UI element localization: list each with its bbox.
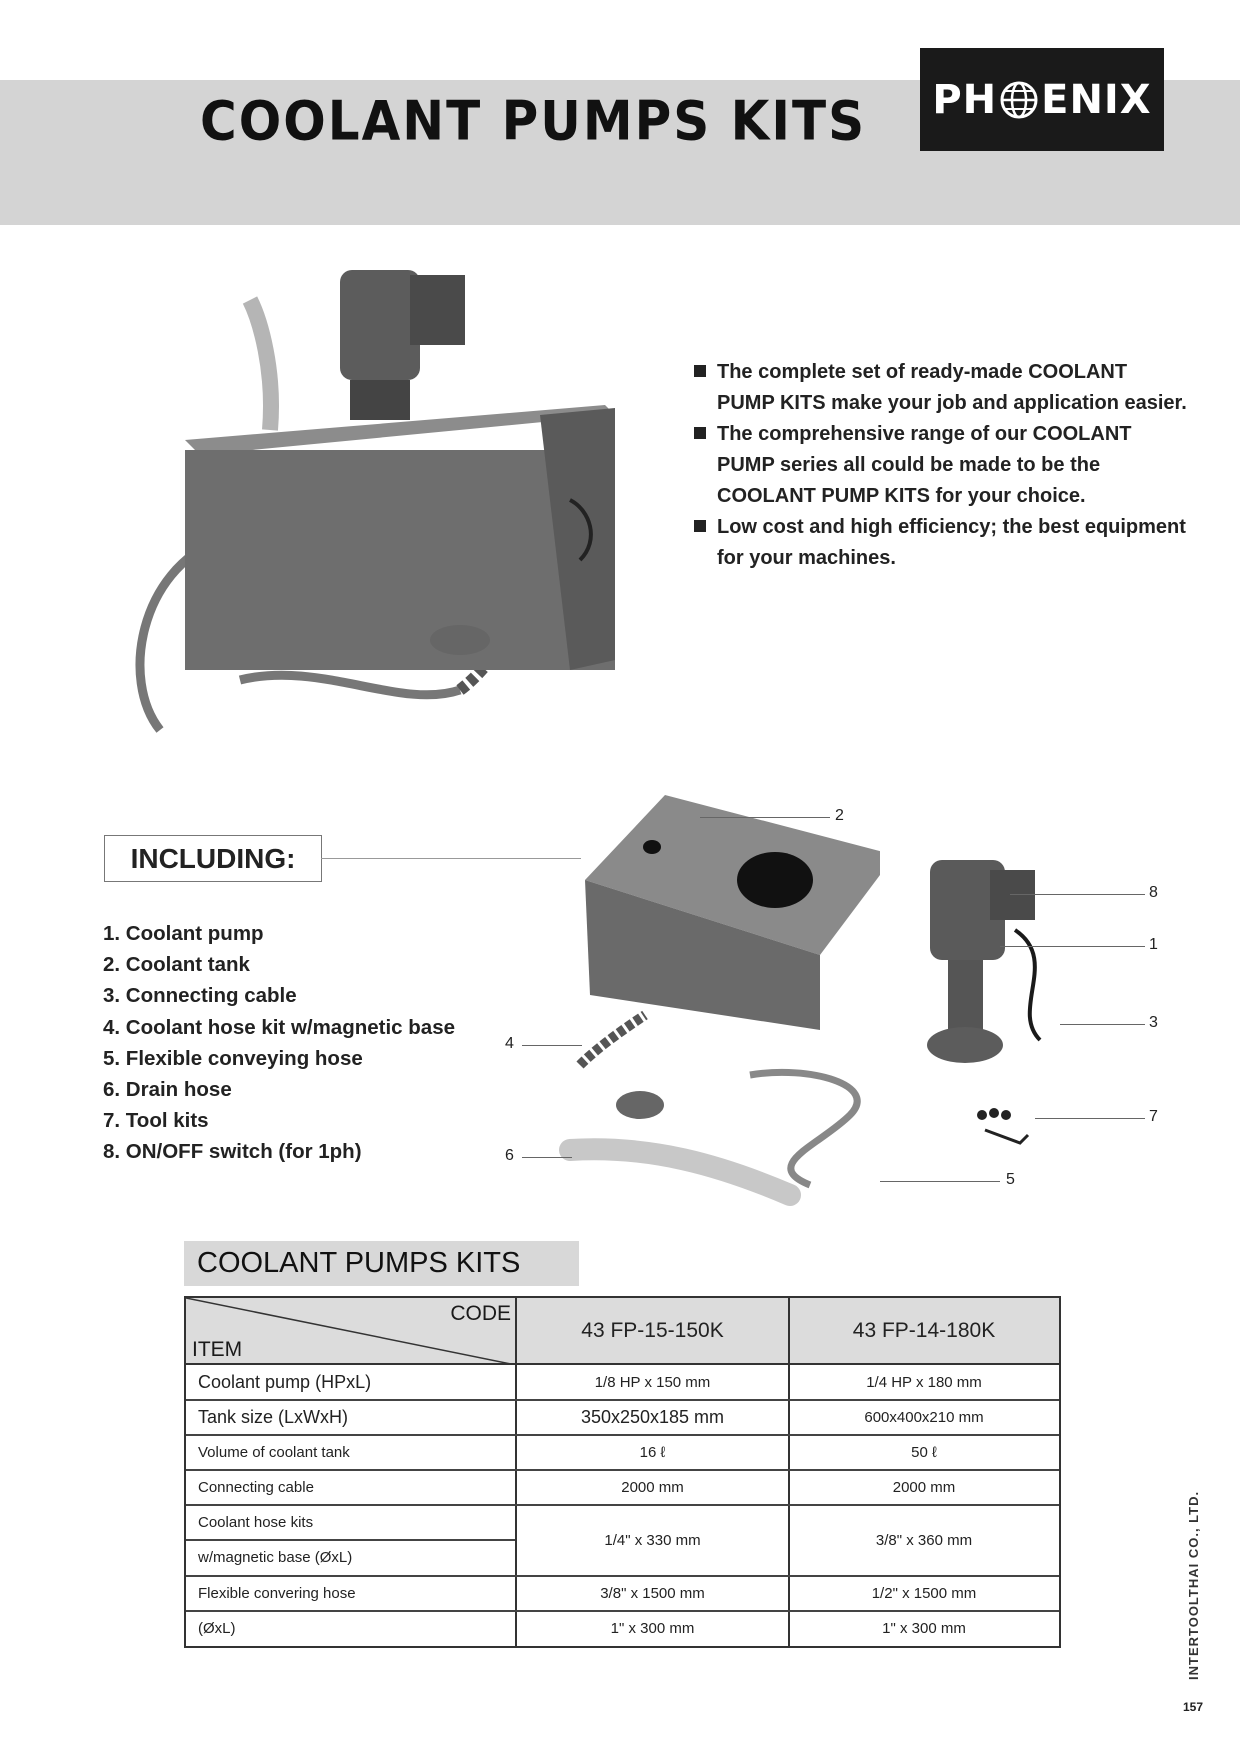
callout-8: 8 xyxy=(1149,884,1158,901)
logo-text-left: PH xyxy=(932,76,998,123)
table-row-label: w/magnetic base (ØxL) xyxy=(198,1548,353,1566)
table-cell: 1" x 300 mm xyxy=(882,1619,966,1637)
table-cell: 600x400x210 mm xyxy=(864,1408,984,1426)
table-cell: 1" x 300 mm xyxy=(610,1619,695,1637)
list-item: 2. Coolant tank xyxy=(103,953,250,977)
list-item: 4. Coolant hose kit w/magnetic base xyxy=(103,1015,456,1039)
list-item: 6. Drain hose xyxy=(103,1078,232,1102)
table-cell: 3/8" x 360 mm xyxy=(875,1531,973,1549)
table-cell: 1/8 HP x 150 mm xyxy=(594,1373,711,1391)
including-divider xyxy=(321,858,581,859)
callout-line xyxy=(1000,946,1145,947)
including-heading: INCLUDING: xyxy=(104,835,322,882)
callout-6: 6 xyxy=(505,1147,514,1164)
callout-line xyxy=(700,817,830,818)
callout-4: 4 xyxy=(505,1035,514,1052)
feature-list xyxy=(690,357,1190,574)
list-item: 5. Flexible conveying hose xyxy=(103,1046,363,1070)
list-item: 3. Connecting cable xyxy=(103,984,297,1008)
table-row-label: Flexible convering hose xyxy=(198,1584,356,1602)
list-item: 8. ON/OFF switch (for 1ph) xyxy=(103,1140,362,1164)
header-item: ITEM xyxy=(192,1338,243,1361)
table-row-label: Coolant hose kits xyxy=(198,1513,314,1531)
table-cell: 350x250x185 mm xyxy=(580,1406,725,1427)
table-title: COOLANT PUMPS KITS xyxy=(184,1241,579,1286)
feature-item: The comprehensive range of our COOLANT PUMP series all could be made to be the COOLANT PUMP KITS for your choice. xyxy=(690,419,1190,512)
included-items-list xyxy=(103,918,455,1168)
list-item: 7. Tool kits xyxy=(103,1109,209,1133)
company-name: INTERTOOLTHAI CO., LTD. xyxy=(1186,1490,1201,1680)
callout-line xyxy=(880,1181,1000,1182)
page-title: COOLANT PUMPS KITS xyxy=(200,89,867,153)
feature-item: The complete set of ready-made COOLANT PUMP KITS make your job and application easier. xyxy=(690,357,1190,419)
callout-line xyxy=(522,1045,582,1046)
table-cell: 1/2" x 1500 mm xyxy=(871,1584,977,1602)
table-cell: 16 ℓ xyxy=(639,1443,666,1461)
spec-table xyxy=(184,1296,1061,1648)
callout-line xyxy=(1035,1118,1145,1119)
header-code: CODE xyxy=(450,1302,511,1325)
callout-3: 3 xyxy=(1149,1014,1158,1031)
callout-line xyxy=(522,1157,572,1158)
brand-logo xyxy=(920,48,1164,151)
page-number: 157 xyxy=(1183,1700,1204,1714)
table-row-label: Volume of coolant tank xyxy=(198,1443,350,1461)
list-item: 1. Coolant pump xyxy=(103,922,264,945)
column-header: 43 FP-15-150K xyxy=(581,1319,724,1342)
table-row-label: Coolant pump (HPxL) xyxy=(198,1371,372,1392)
callout-5: 5 xyxy=(1006,1171,1015,1188)
table-cell: 2000 mm xyxy=(892,1478,956,1496)
tool-kits-illustration xyxy=(970,1105,1040,1150)
column-header: 43 FP-14-180K xyxy=(852,1319,996,1342)
callout-2: 2 xyxy=(835,807,844,824)
coolant-kit-photo xyxy=(100,240,660,760)
globe-icon xyxy=(999,80,1039,120)
table-cell: 50 ℓ xyxy=(911,1443,937,1461)
callout-line xyxy=(1010,894,1145,895)
table-row-label: (ØxL) xyxy=(198,1619,236,1637)
table-cell: 1/4" x 330 mm xyxy=(604,1531,701,1549)
callout-1: 1 xyxy=(1149,936,1158,953)
callout-7: 7 xyxy=(1149,1108,1158,1125)
table-cell: 2000 mm xyxy=(621,1478,684,1496)
table-cell: 1/4 HP x 180 mm xyxy=(866,1373,982,1391)
table-row-label: Connecting cable xyxy=(198,1478,314,1496)
pump-illustration xyxy=(920,850,1050,1070)
table-cell: 3/8" x 1500 mm xyxy=(600,1584,705,1602)
table-row-label: Tank size (LxWxH) xyxy=(198,1406,349,1427)
logo-text-right: ENIX xyxy=(1041,76,1152,123)
parts-diagram xyxy=(550,785,880,1215)
feature-item: Low cost and high efficiency; the best equipment for your machines. xyxy=(690,512,1190,574)
callout-line xyxy=(1060,1024,1145,1025)
